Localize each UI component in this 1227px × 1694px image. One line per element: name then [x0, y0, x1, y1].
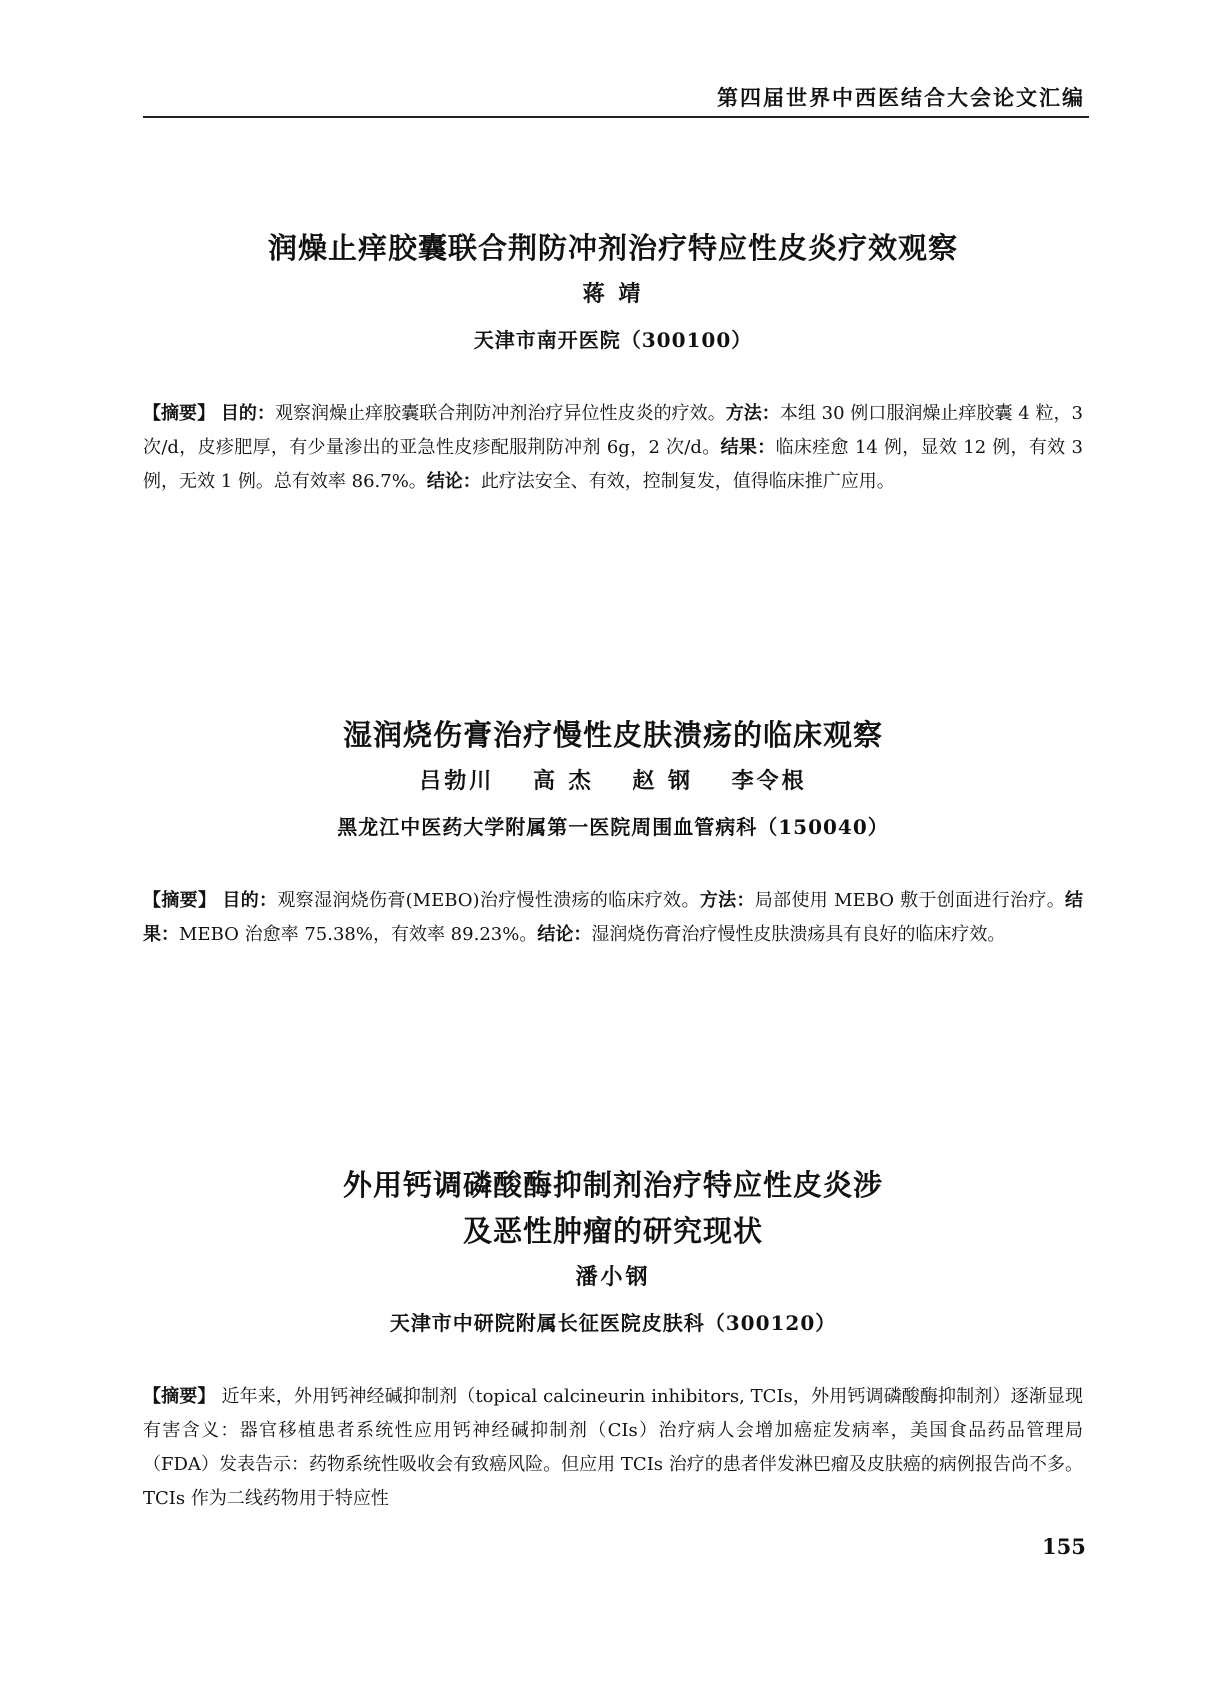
author-name: 赵 钢 — [632, 768, 693, 794]
result-label: 结果： — [720, 437, 776, 458]
purpose-text: 观察湿润烧伤膏(MEBO)治疗慢性溃疡的临床疗效。 — [277, 890, 700, 911]
abstract-text: 近年来，外用钙神经碱抑制剂（topical calcineurin inhibitors, TCIs，外用钙调磷酸酶抑制剂）逐渐显现有害含义：器官移植患者系统性应用钙神经碱抑制剂（CIs）治疗病人会增加癌症发病率，美国食品药品管理局（FDA）发表告示：药物系统性吸收会有致癌风险。但应用 TCIs 治疗的患者伴发淋巴瘤及皮肤癌的病例报告尚不多。TCIs 作为二线药物用于特应性 — [143, 1386, 1084, 1509]
article-title — [143, 225, 1083, 271]
purpose-label: 目的： — [220, 403, 275, 424]
article-title-line: 润燥止痒胶囊联合荆防冲剂治疗特应性皮炎疗效观察 — [267, 231, 958, 265]
article-title-line: 及恶性肿瘤的研究现状 — [462, 1214, 763, 1248]
article-abstract — [143, 1380, 1083, 1516]
article-title — [143, 1162, 1083, 1254]
result-text: 临床痊愈 14 例，显效 12 例，有效 3 例，无效 1 例。总有效率 86.7%。 — [143, 437, 1084, 492]
article-1 — [143, 225, 1083, 499]
method-text: 局部使用 MEBO 敷于创面进行治疗。 — [754, 890, 1066, 911]
article-abstract — [143, 397, 1083, 499]
page-number: 155 — [1042, 1534, 1086, 1559]
purpose-label: 目的： — [222, 890, 278, 911]
article-title-line: 外用钙调磷酸酶抑制剂治疗特应性皮炎涉 — [342, 1168, 883, 1202]
article-abstract — [143, 884, 1083, 952]
article-title — [143, 712, 1083, 758]
article-2 — [143, 712, 1083, 952]
conclusion-label: 结论： — [426, 471, 481, 492]
running-header: 第四届世界中西医结合大会论文汇编 — [717, 85, 1085, 110]
article-authors — [143, 279, 1083, 309]
purpose-text: 观察润燥止痒胶囊联合荆防冲剂治疗异位性皮炎的疗效。 — [274, 403, 726, 424]
method-label: 方法： — [725, 403, 780, 424]
author-name: 蒋 靖 — [582, 281, 644, 307]
result-label: 结果： — [143, 890, 1084, 945]
article-affiliation: 天津市中研院附属长征医院皮肤科（300120） — [389, 1311, 837, 1335]
article-authors — [143, 766, 1083, 796]
method-label: 方法： — [699, 890, 755, 911]
abstract-tag: 【摘要】 — [143, 890, 217, 911]
article-affiliation: 黑龙江中医药大学附属第一医院周围血管病科（150040） — [337, 815, 889, 839]
result-text: MEBO 治愈率 75.38%，有效率 89.23%。 — [179, 924, 538, 945]
abstract-tag: 【摘要】 — [143, 403, 216, 424]
article-authors — [143, 1262, 1083, 1292]
abstract-tag: 【摘要】 — [143, 1386, 216, 1407]
method-text: 本组 30 例口服润燥止痒胶囊 4 粒，3 次/d，皮疹肥厚，有少量渗出的亚急性皮疹配服荆防冲剂 6g，2 次/d。 — [143, 403, 1084, 458]
author-name: 吕勃川 — [419, 768, 495, 794]
conclusion-text: 此疗法安全、有效，控制复发，值得临床推广应用。 — [480, 471, 895, 492]
article-title-line: 湿润烧伤膏治疗慢性皮肤溃疡的临床观察 — [342, 718, 883, 752]
author-name: 潘小钢 — [575, 1264, 651, 1290]
conclusion-label: 结论： — [537, 924, 592, 945]
header-rule — [143, 116, 1089, 118]
author-name: 李令根 — [731, 768, 807, 794]
conclusion-text: 湿润烧伤膏治疗慢性皮肤溃疡具有良好的临床疗效。 — [591, 924, 1006, 945]
article-affiliation: 天津市南开医院（300100） — [473, 328, 753, 352]
article-3 — [143, 1162, 1083, 1516]
author-name: 高 杰 — [532, 768, 594, 794]
